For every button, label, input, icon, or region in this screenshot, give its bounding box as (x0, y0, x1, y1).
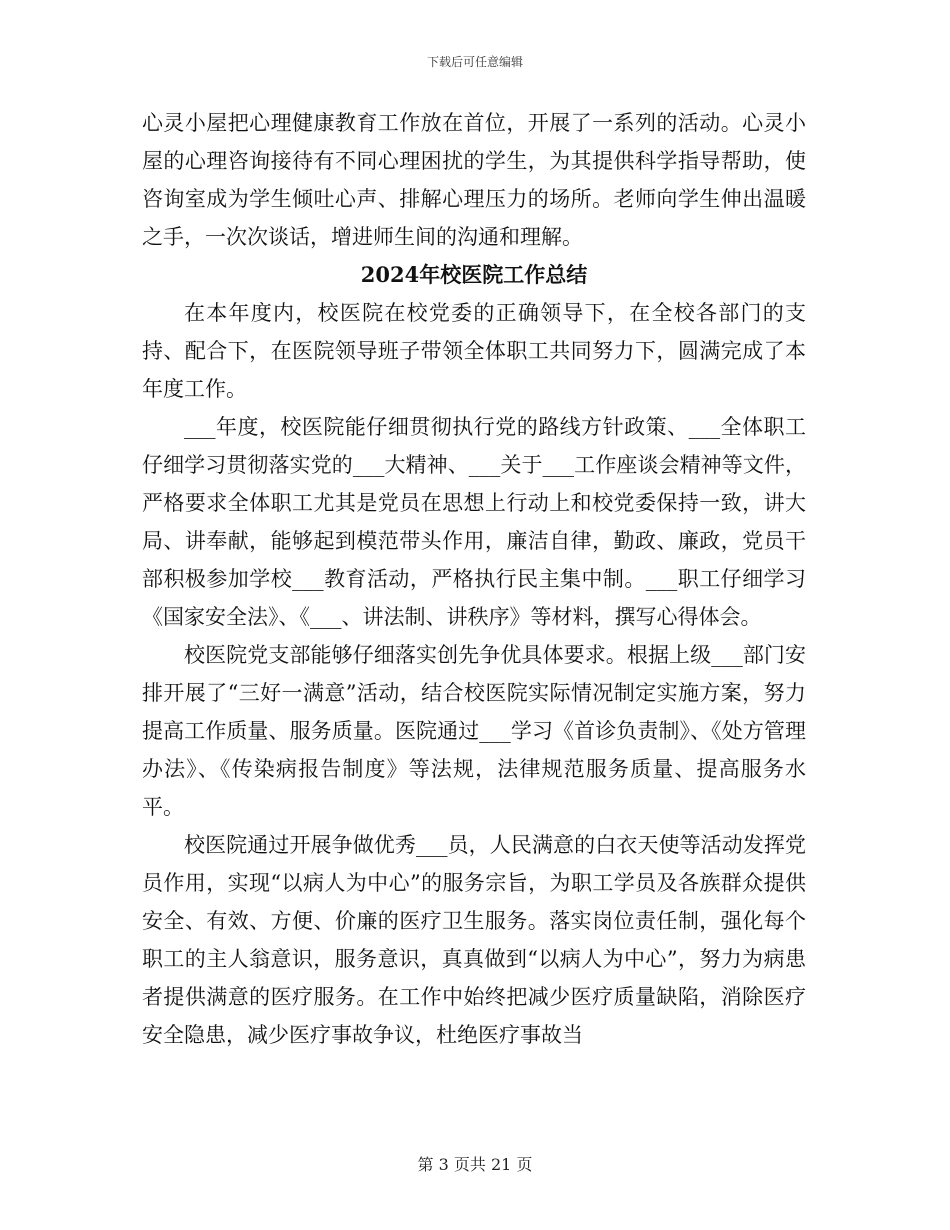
document-title: 2024年校医院工作总结 (360, 262, 588, 287)
page-number: 第 3 页共 21 页 (417, 1155, 533, 1174)
intro-paragraph: 心灵小屋把心理健康教育工作放在首位，开展了一系列的活动。心灵小屋的心理咨询接待有不同心理困扰的学生，为其提供科学指导帮助，使咨询室成为学生倾吐心声、排解心理压力的场所。老师向学生伸出温暖之手，一次次谈话，增进师生间的沟通和理解。 (142, 111, 806, 249)
body-paragraph-4: 校医院通过开展争做优秀___员，人民满意的白衣天使等活动发挥党员作用，实现“以病人为中心”的服务宗旨，为职工学员及各族群众提供安全、有效、方便、价廉的医疗卫生服务。落实岗位责任制，强化每个职工的主人翁意识，服务意识，真真做到“以病人为中心”，努力为病患者提供满意的医疗服务。在工作中始终把减少医疗质量缺陷，消除医疗安全隐患，减少医疗事故争议，杜绝医疗事故当 (142, 833, 806, 1047)
body-paragraph-3: 校医院党支部能够仔细落实创先争优具体要求。根据上级___部门安排开展了“三好一满意”活动，结合校医院实际情况制定实施方案，努力提高工作质量、服务质量。医院通过___学习《首诊负责制》、《处方管理办法》、《传染病报告制度》等法规，法律规范服务质量、提高服务水平。 (142, 643, 806, 819)
body-paragraph-2: ___年度，校医院能仔细贯彻执行党的路线方针政策、___全体职工仔细学习贯彻落实党的___大精神、___关于___工作座谈会精神等文件，严格要求全体职工尤其是党员在思想上行动上和校党委保持一致，讲大局、讲奉献，能够起到模范带头作用，廉洁自律，勤政、廉政，党员干部积极参加学校___教育活动，严格执行民主集中制。___职工仔细学习《国家安全法》、《___、讲法制、讲秩序》等材料，撰写心得体会。 (142, 415, 806, 629)
document-body (142, 104, 806, 1054)
body-paragraph-1: 在本年度内，校医院在校党委的正确领导下，在全校各部门的支持、配合下，在医院领导班子带领全体职工共同努力下，圆满完成了本年度工作。 (142, 301, 806, 401)
header-note: 下载后可任意编辑 (426, 55, 523, 69)
